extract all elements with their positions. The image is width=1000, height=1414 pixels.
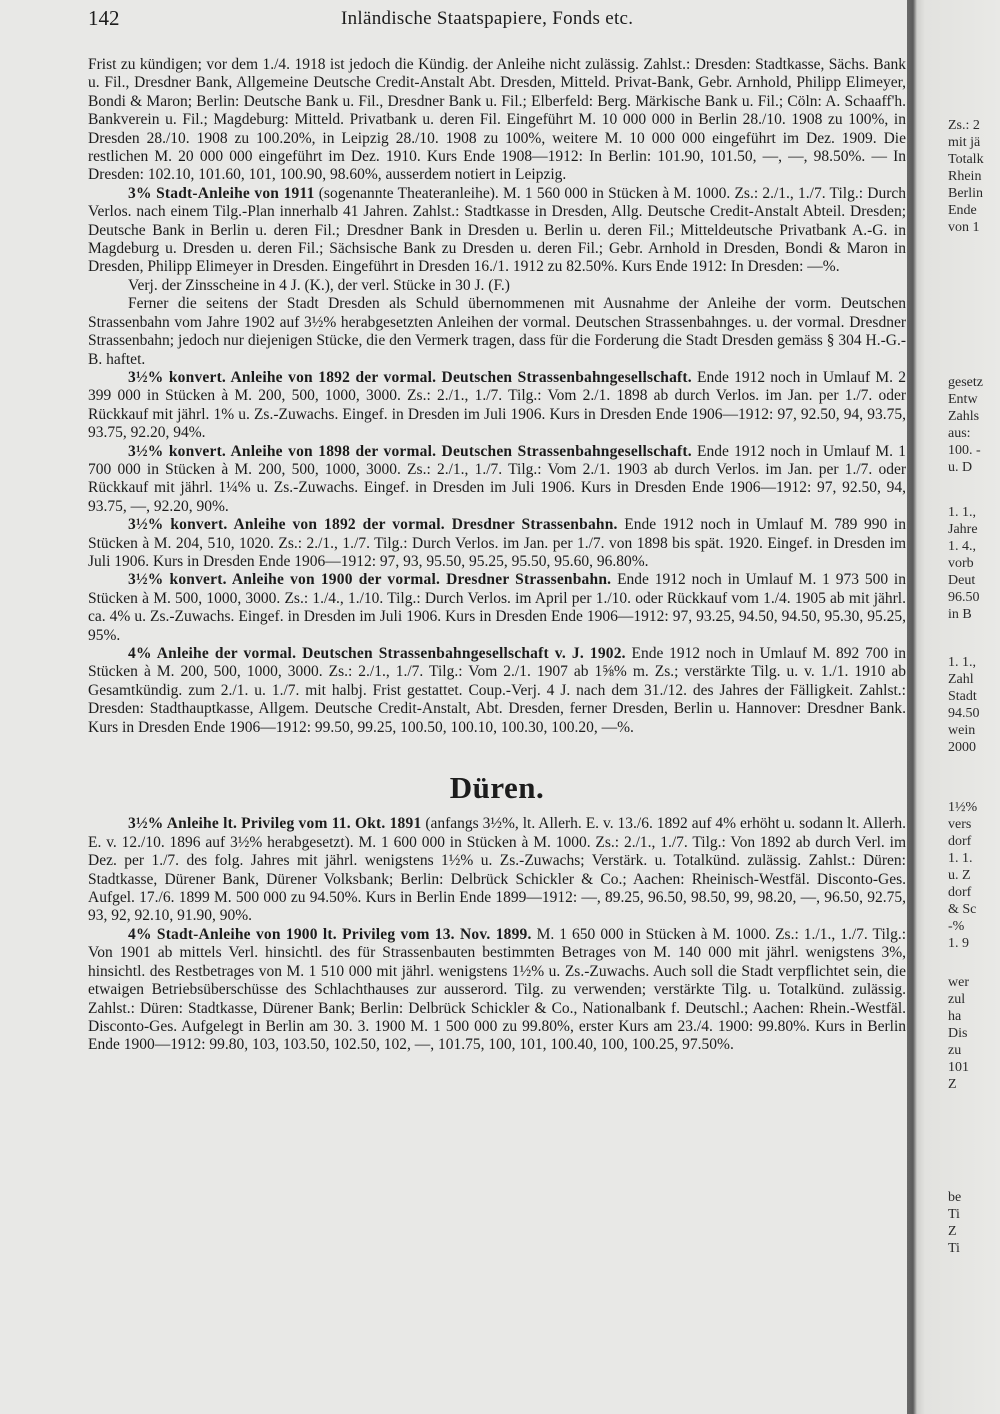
loan-title: 3½% Anleihe lt. Privileg vom 11. Okt. 1891 (128, 815, 422, 833)
adjacent-page-fragment: 1. 4., (948, 539, 976, 554)
main-text-column (88, 56, 906, 1055)
loan-entry-tram-1902 (88, 645, 906, 737)
loan-entry-dresdner-1892 (88, 516, 906, 571)
adjacent-page-fragment: Deut (948, 573, 976, 588)
adjacent-page-fragment: Jahre (948, 522, 978, 537)
loan-entry-dueren-1891 (88, 815, 906, 925)
loan-title: 3½% konvert. Anleihe von 1892 der vormal. Deutschen Strassenbahngesellschaft. (128, 368, 692, 386)
adjacent-page-fragment: 94.50 (948, 706, 980, 721)
adjacent-page-fragment: aus: (948, 426, 971, 441)
adjacent-page-fragment: Z (948, 1224, 957, 1239)
page-number: 142 (88, 6, 120, 30)
loan-text: M. 1 650 000 in Stücken à M. 1000. Zs.: 1./1., 1./7. Tilg.: Von 1901 ab mittels Verl. hinsichtl. des für Strassenbauten bestimmten Betrages von M. 140 000 mit jährl. wenigstens 3%, hinsichtl. des Restbetrages von M. 1 510 000 mit jährl. wenigstens 1½% u. Zs.-Zuwachs. Auch soll die Stadt verpflichtet sein, die etwaigen Betriebsüberschüsse des Schlachthauses zur ausserord. Tilg. zu verwenden; verstärkte Tilg. u. Totalkünd. zulässig. Zahlst.: Düren: Stadtkasse, Dürener Bank; Berlin: Delbrück Schickler & Co., Nationalbank f. Deutschl.; Aachen: Rhein.-Westfäl. Disconto-Ges. Aufgelegt in Berlin am 30. 3. 1900 M. 1 500 000 zu 99.80%, erster Kurs am 23./4. 1900: 99.80%. Kurs in Berlin Ende 1900—1912: 99.80, 103, 103.50, 102.50, 102, —, 101.75, 100, 101, 100.40, 100, 100.25, 97.50%. (88, 925, 907, 1054)
adjacent-page-fragment: vorb (948, 556, 974, 571)
adjacent-page-fragment: 101 (948, 1060, 969, 1075)
loan-title: 4% Stadt-Anleihe von 1900 lt. Privileg vom 13. Nov. 1899. (128, 925, 532, 943)
adjacent-page-fragment: zu (948, 1043, 962, 1058)
adjacent-page-fragment: & Sc (948, 902, 977, 917)
loan-entry-dresdner-1900 (88, 571, 906, 645)
adjacent-page-fragment: 1. 1., (948, 655, 976, 670)
loan-text: Ende 1912 noch in Umlauf M. 789 990 in Stücken à M. 204, 510, 1020. Zs.: 2./1., 1./7. Tilg.: Durch Verlos. im Jan. per 1./7. von 1898 bis spät. 1920. Eingef. in Dresden im Juli 1906. Kurs in Dresden Ende 1906—1912: 97, 93, 95.50, 95.25, 95.50, 95.60, 96.80%. (88, 516, 906, 570)
adjacent-page-fragment: von 1 (948, 220, 980, 235)
loan-text: Ende 1912 noch in Umlauf M. 2 399 000 in Stücken à M. 200, 500, 1000, 3000. Zs.: 2./1., 1./7. Tilg.: Vom 2./1. 1898 ab durch Verlos. im Jan. per 1./7. oder Rückkauf mit jährl. 1% u. Zs.-Zuwachs. Eingef. in Dresden im Juli 1906. Kurs in Dresden Ende 1906—1912: 97, 92.50, 94, 93.75, 93.75, 92.20, 94%. (88, 368, 906, 442)
adjacent-page-fragment: gesetz (948, 375, 983, 390)
adjacent-page-fragment: Dis (948, 1026, 968, 1041)
adjacent-page-fragment: 1. 1., (948, 505, 976, 520)
adjacent-page-fragment: Stadt (948, 689, 977, 704)
adjacent-page-fragment: 1. 1. (948, 851, 973, 866)
paragraph-continuation: Frist zu kündigen; vor dem 1./4. 1918 ist jedoch die Kündig. der Anleihe nicht zulässig. Zahlst.: Dresden: Stadtkasse, Sächs. Bank u. Fil., Dresdner Bank, Allgemeine Deutsche Credit-Anstalt Abt. Dresden, Mitteld. Privat-Bank, Gebr. Arnhold, Philipp Elimeyer, Bondi & Maron; Berlin: Deutsche Bank u. Fil., Dresdner Bank u. Fil.; Elberfeld: Berg. Märkische Bank u. Fil.; Cöln: A. Schaaff'h. Bankverein u. Fil.; Magdeburg: Mitteld. Privatbank u. deren Fil. Eingeführt M. 10 000 000 in Berlin 28./10. 1908 zu 100%, in Dresden 28./10. 1908 zu 100.20%, in Leipzig 28./10. 1908 zu 100%, weitere M. 10 000 000 eingeführt im Dez. 1909. Die restlichen M. 20 000 000 eingeführt im Dez. 1910. Kurs Ende 1908—1912: In Berlin: 101.90, 101.50, —, —, 98.50%. — In Dresden: 102.10, 101.60, 101, 100.90, 98.60%, ausserdem notiert in Leipzig. (88, 56, 906, 184)
loan-entry-tram-1892 (88, 369, 906, 443)
adjacent-page-fragment: Ende (948, 203, 977, 218)
adjacent-page-fragment: Zs.: 2 (948, 118, 980, 133)
adjacent-page-fragment: u. Z (948, 868, 971, 883)
loan-entry-1911 (88, 185, 906, 277)
adjacent-page-fragment: Berlin (948, 186, 983, 201)
adjacent-page-fragment: Entw (948, 392, 978, 407)
loan-title: 4% Anleihe der vormal. Deutschen Strassenbahngesellschaft v. J. 1902. (128, 645, 626, 662)
adjacent-page-fragment: in B (948, 607, 972, 622)
loan-title: 3½% konvert. Anleihe von 1898 der vormal. Deutschen Strassenbahngesellschaft. (128, 442, 692, 460)
loan-title: 3½% konvert. Anleihe von 1892 der vormal. Dresdner Strassenbahn. (128, 516, 618, 534)
adjacent-page-fragment: wer (948, 975, 969, 990)
page-header (88, 6, 908, 36)
adjacent-page-fragment: Zahl (948, 672, 974, 687)
adjacent-page-fragment: wein (948, 723, 976, 738)
adjacent-page-fragment: 96.50 (948, 590, 980, 605)
adjacent-page-fragment: 1. 9 (948, 936, 969, 951)
adjacent-page-fragment: 1½% (948, 800, 978, 815)
adjacent-page-fragment: be (948, 1190, 962, 1205)
adjacent-page-fragment: 2000 (948, 740, 976, 755)
adjacent-page-fragment: dorf (948, 885, 972, 900)
adjacent-page-fragment: -% (948, 919, 965, 934)
loan-entry-dueren-1900 (88, 926, 906, 1055)
adjacent-page-fragment: Z (948, 1077, 957, 1092)
adjacent-page-fragment: dorf (948, 834, 972, 849)
loan-entry-tram-1898 (88, 443, 906, 517)
loan-text: Ende 1912 noch in Umlauf M. 1 700 000 in Stücken à M. 200, 500, 1000, 3000. Zs.: 2./1., 1./7. Tilg.: Vom 2./1. 1903 ab durch Verlos. im Jan. per 1./7. oder Rückkauf mit jährl. 1¼% u. Zs.-Zuwachs. Eingef. in Dresden im Juli 1906. Kurs in Dresden Ende 1906—1912: 97, 92.50, 94, 93.75, —, 92.20, 90%. (88, 442, 906, 515)
adjacent-page-fragment: Ti (948, 1207, 960, 1222)
adjacent-page-fragment: zul (948, 992, 966, 1007)
paragraph-ferner: Ferner die seitens der Stadt Dresden als Schuld übernommenen mit Ausnahme der Anleihe der vorm. Deutschen Strassenbahn vom Jahre 1902 auf 3½% herabgesetzten Anleihen der vormal. Deutschen Strassenbahnges. u. der vormal. Dresdner Strassenbahn; jedoch nur diejenigen Stücke, die den Vermerk tragen, dass für die Forderung die Stadt Dresden gemäss § 304 H.-G.-B. haftet. (88, 295, 906, 368)
loan-text: Ende 1912 noch in Umlauf M. 1 973 500 in Stücken à M. 500, 1000, 3000. Zs.: 1./4., 1./10. Tilg.: Durch Verlos. im April per 1./10. oder Rückkauf vom 1./4. 1905 ab mit jährl. ca. 4% u. Zs.-Zuwachs. Eingef. in Dresden im Juli 1906. Kurs in Dresden Ende 1906—1912: 97, 93.25, 94.50, 94.50, 95.30, 95.25, 95%. (88, 571, 906, 644)
loan-title: 3½% konvert. Anleihe von 1900 der vormal. Dresdner Strassenbahn. (128, 571, 612, 589)
adjacent-page-fragment: Totalk (948, 152, 984, 167)
loan-title: 3% Stadt-Anleihe von 1911 (128, 184, 315, 202)
running-title: Inländische Staatspapiere, Fonds etc. (341, 8, 634, 29)
adjacent-page-fragment: Rhein (948, 169, 982, 184)
adjacent-page-fragment: 100. - (948, 443, 981, 458)
adjacent-page-fragment: Ti (948, 1241, 960, 1256)
section-heading-dueren: Düren. (449, 770, 545, 806)
loan-text: (sogenannte Theateranleihe). M. 1 560 000 in Stücken à M. 1000. Zs.: 2./1., 1./7. Tilg.: Durch Verlos. nach einem Tilg.-Plan innerhalb 41 Jahren. Zahlst.: Stadtkasse in Dresden, Allg. Deutsche Credit-Anstalt Abteil. Dresden; Deutsche Bank in Berlin u. deren Fil.; Dresdner Bank in Dresden u. Berlin u. deren Fil.; Mitteldeutsche Privatbank A.-G. in Magdeburg u. Dresden u. deren Fil.; Sächsische Bank zu Dresden u. deren Fil.; Gebr. Arnhold in Dresden, Bondi & Maron in Dresden, Philipp Elimeyer in Dresden. Eingeführt in Dresden 16./1. 1912 zu 82.50%. Kurs Ende 1912: In Dresden: —%. (88, 184, 906, 276)
adjacent-page-fragment: vers (948, 817, 972, 832)
verjaehrung-note: Verj. der Zinsscheine in 4 J. (K.), der verl. Stücke in 30 J. (F.) (128, 276, 510, 294)
adjacent-page-fragment: ha (948, 1009, 962, 1024)
loan-text: Ende 1912 noch in Umlauf M. 892 700 in Stücken à M. 200, 500, 1000, 3000. Zs.: 2./1., 1./7. Tilg.: Vom 2./1. 1907 ab 1⅝% m. Zs.; verstärkte Tilg. u. v. 1./1. 1910 ab Gesamtkündig. zum 2./1. u. 1./7. mit halbj. Frist gestattet. Coup.-Verj. 4 J. nach dem 31./12. des Jahres der Fälligkeit. Zahlst.: Dresden: Stadthauptkasse, Allgem. Deutsche Credit-Anstalt, Abt. Dresden, ferner Dresden, Berlin u. Hannover: Dresdner Bank. Kurs in Dresden Ende 1906—1912: 99.50, 99.25, 100.50, 100.10, 100.30, 100.20, —%. (88, 645, 906, 736)
adjacent-page-fragment: mit jä (948, 135, 981, 150)
adjacent-page-fragment: u. D (948, 460, 973, 475)
adjacent-page-fragment: Zahls (948, 409, 980, 424)
loan-text: (anfangs 3½%, lt. Allerh. E. v. 13./6. 1892 auf 4% erhöht u. sodann lt. Allerh. E. v. 12./10. 1896 auf 3½% herabgesetzt). M. 1 600 000 in Stücken à M. 1000. Zs.: 2./1., 1./7. Tilg.: Von 1892 ab durch Verl. im Dez. per 1./7. des folg. Jahres mit jährl. wenigstens 1½% u. Zs.-Zuwachs; Verstärk. u. Totalkünd. zulässig. Zahlst.: Düren: Stadtkasse, Dürener Bank, Dürener Volksbank; Berlin: Delbrück Schickler & Co.; Aachen: Rheinisch-Westfäl. Disconto-Ges. Aufgel. 17./6. 1899 M. 500 000 zu 94.50%. Kurs in Berlin Ende 1899—1912: —, 89.25, 96.50, 98.50, 99, 98.20, —, 96.50, 92.75, 93, 92, 92.10, 91.90, 90%. (88, 815, 906, 925)
